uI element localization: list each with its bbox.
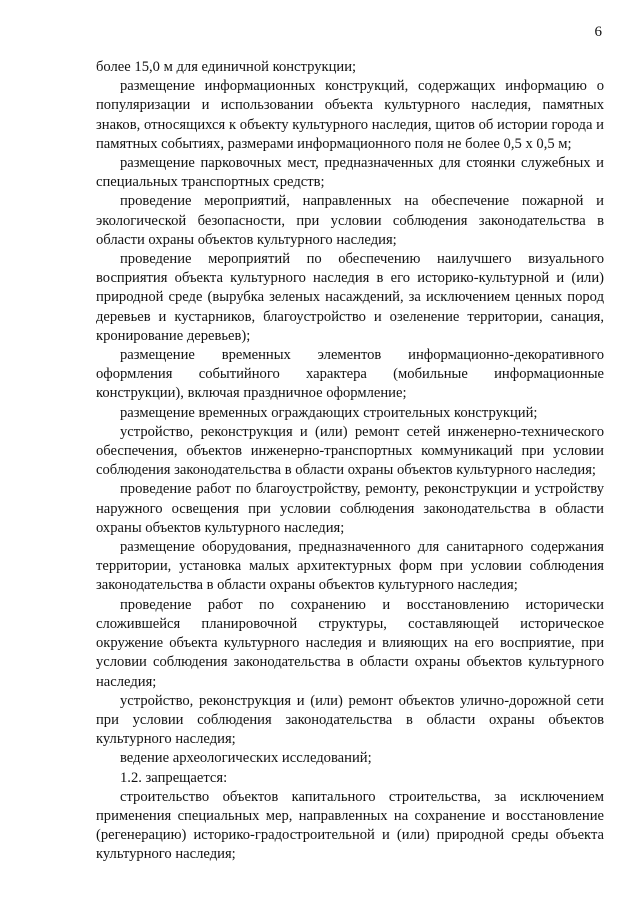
- page-number: 6: [594, 24, 602, 40]
- paragraph-sanitary-equipment: размещение оборудования, предназначенного для санитарного содержания территории, установка малых архитектурных форм при условии соблюдения законодательства в области охраны объектов культурного наследия;: [96, 539, 604, 594]
- paragraph-temporary-decor: размещение временных элементов информационно-декоративного оформления событийного характера (мобильные информационные конструкции), включая праздничное оформление;: [96, 347, 604, 402]
- paragraph-parking: размещение парковочных мест, предназначенных для стоянки служебных и специальных транспортных средств;: [96, 155, 604, 191]
- paragraph-visual-perception: проведение мероприятий по обеспечению наилучшего визуального восприятия объекта культурного наследия в его историко-культурной и (или) природной среде (вырубка зеленых насаждений, за исключением ценных пород деревьев и кустарников, благоустройство и озеленение территории, санация, кронирование деревьев);: [96, 251, 604, 344]
- paragraph-temporary-fencing: размещение временных ограждающих строительных конструкций;: [120, 404, 538, 421]
- paragraph-planning-structure: проведение работ по сохранению и восстановлению исторически сложившейся планировочной структуры, составляющей историческое окружение объекта культурного наследия и влияющих на его восприятие, при условии соблюдения законодательства в области охраны объектов культурного наследия;: [96, 596, 604, 690]
- section-heading-prohibited: 1.2. запрещается:: [120, 769, 228, 786]
- paragraph-archaeology: ведение археологических исследований;: [120, 750, 372, 767]
- document-body: [96, 58, 604, 865]
- paragraph-engineering-networks: устройство, реконструкция и (или) ремонт сетей инженерно-технического обеспечения, объектов инженерно-транспортных коммуникаций при условии соблюдения законодательства в области охраны объектов культурного наследия;: [96, 423, 604, 479]
- paragraph-info-structures: размещение информационных конструкций, содержащих информацию о популяризации и использовании объекта культурного наследия, памятных знаков, относящихся к объекту культурного наследия, щитов об истории города и памятных событиях, размерами информационного поля не более 0,5 х 0,5 м;: [96, 78, 604, 152]
- paragraph-continuation: более 15,0 м для единичной конструкции;: [96, 59, 357, 75]
- paragraph-capital-construction: строительство объектов капитального строительства, за исключением применения специальных мер, направленных на сохранение и восстановление (регенерацию) историко-градостроительной и (или) природной среды объекта культурного наследия;: [96, 788, 604, 863]
- paragraph-lighting: проведение работ по благоустройству, ремонту, реконструкции и устройству наружного освещения при условии соблюдения законодательства в области охраны объектов культурного наследия;: [96, 481, 604, 536]
- paragraph-fire-safety: проведение мероприятий, направленных на обеспечение пожарной и экологической безопасности, при условии соблюдения законодательства в области охраны объектов культурного наследия;: [96, 193, 604, 248]
- paragraph-road-network: устройство, реконструкция и (или) ремонт объектов улично-дорожной сети при условии соблюдения законодательства в области охраны объектов культурного наследия;: [96, 692, 604, 748]
